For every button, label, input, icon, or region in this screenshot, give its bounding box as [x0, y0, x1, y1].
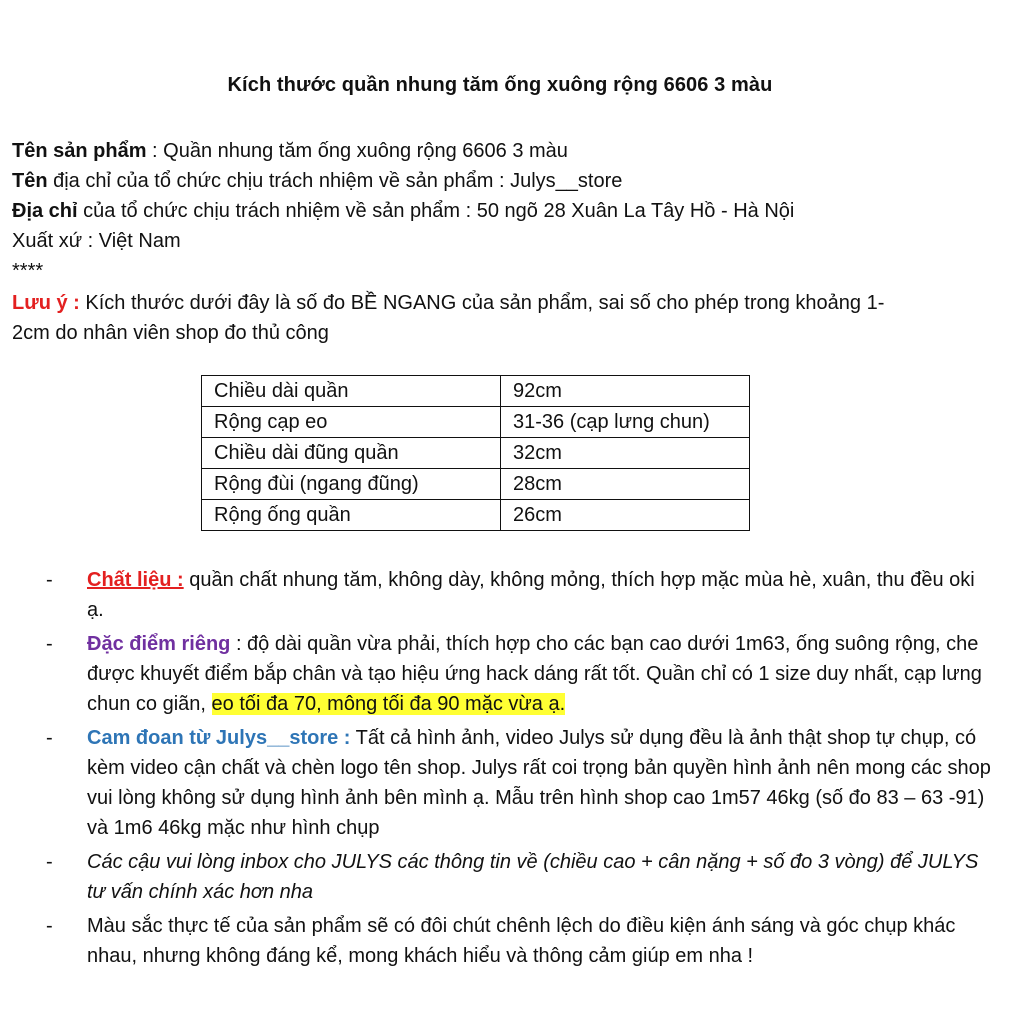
list-item-color: [12, 911, 992, 971]
bullet-dash: -: [46, 727, 53, 749]
product-name-label: Tên sản phẩm: [12, 140, 147, 162]
size-value: 92cm: [501, 376, 750, 407]
size-table: [201, 375, 750, 531]
size-value: 32cm: [501, 438, 750, 469]
features-highlight: eo tối đa 70, mông tối đa 90 mặc vừa ạ.: [211, 693, 566, 715]
org-name-value: địa chỉ của tổ chức chịu trách nhiệm về sản phẩm : Julys__store: [47, 170, 623, 192]
separator: ****: [12, 260, 44, 282]
table-row: [202, 407, 750, 438]
inbox-text: Các cậu vui lòng inbox cho JULYS các thông tin về (chiều cao + cân nặng + số đo 3 vòng) để JULYS tư vấn chính xác hơn nha: [87, 851, 979, 903]
bullet-dash: -: [46, 851, 53, 873]
size-name: Chiều dài quần: [202, 376, 501, 407]
org-address-value: của tổ chức chịu trách nhiệm về sản phẩm : 50 ngõ 28 Xuân La Tây Hồ - Hà Nội: [77, 200, 795, 222]
size-value: 26cm: [501, 500, 750, 531]
details-list: [12, 565, 992, 975]
table-row: [202, 438, 750, 469]
org-name-line: [12, 166, 1002, 196]
list-item-material: [12, 565, 992, 625]
product-info: [12, 136, 1002, 286]
list-item-inbox: [12, 847, 992, 907]
note-text-1: Kích thước dưới đây là số đo BỀ NGANG của sản phẩm, sai số cho phép trong khoảng 1-: [79, 292, 885, 314]
bullet-dash: -: [46, 633, 53, 655]
bullet-dash: -: [46, 569, 53, 591]
measurement-note: [12, 288, 1002, 348]
table-row: [202, 376, 750, 407]
page-title: Kích thước quần nhung tăm ống xuông rộng 6606 3 màu: [227, 74, 773, 96]
list-item-pledge: [12, 723, 992, 843]
list-item-features: [12, 629, 992, 719]
size-name: Chiều dài đũng quần: [202, 438, 501, 469]
origin-line: Xuất xứ : Việt Nam: [12, 230, 181, 252]
table-row: [202, 500, 750, 531]
pledge-text: Tất cả hình ảnh, video Julys sử dụng đều là ảnh thật shop tự chụp, có kèm video cận chất và chèn logo tên shop. Julys rất coi trọng bản quyền hình ảnh nên mong các shop vui lòng không sử dụng hình ảnh bên mình ạ. Mẫu trên hình shop cao 1m57 46kg (số đo 83 – 63 -91) và 1m6 46kg mặc như hình chụp: [87, 727, 991, 839]
size-name: Rộng ống quần: [202, 500, 501, 531]
org-address-line: [12, 196, 1002, 226]
pledge-label: Cam đoan từ Julys__store :: [87, 727, 351, 749]
size-value: 28cm: [501, 469, 750, 500]
features-text: : độ dài quần vừa phải, thích hợp cho các bạn cao dưới 1m63, ống suông rộng, che được khuyết điểm bắp chân và tạo hiệu ứng hack dáng rất tốt. Quần chỉ có 1 size duy nhất, cạp lưng chun co giãn,: [87, 633, 982, 715]
table-row: [202, 469, 750, 500]
material-text: quần chất nhung tăm, không dày, không mỏng, thích hợp mặc mùa hè, xuân, thu đều oki ạ.: [87, 569, 975, 621]
product-name-line: [12, 136, 1002, 166]
org-name-label: Tên: [12, 170, 48, 192]
org-address-label: Địa chỉ: [12, 200, 78, 222]
material-label: Chất liệu :: [87, 569, 184, 591]
size-name: Rộng đùi (ngang đũng): [202, 469, 501, 500]
bullet-dash: -: [46, 915, 53, 937]
size-value: 31-36 (cạp lưng chun): [501, 407, 750, 438]
color-text: Màu sắc thực tế của sản phẩm sẽ có đôi chút chênh lệch do điều kiện ánh sáng và góc chụp khác nhau, nhưng không đáng kể, mong khách hiểu và thông cảm giúp em nha !: [87, 915, 956, 967]
note-text-2: 2cm do nhân viên shop đo thủ công: [12, 322, 329, 344]
features-label: Đặc điểm riêng: [87, 633, 231, 655]
size-name: Rộng cạp eo: [202, 407, 501, 438]
product-name-value: : Quần nhung tăm ống xuông rộng 6606 3 màu: [146, 140, 568, 162]
note-label: Lưu ý :: [12, 292, 80, 314]
